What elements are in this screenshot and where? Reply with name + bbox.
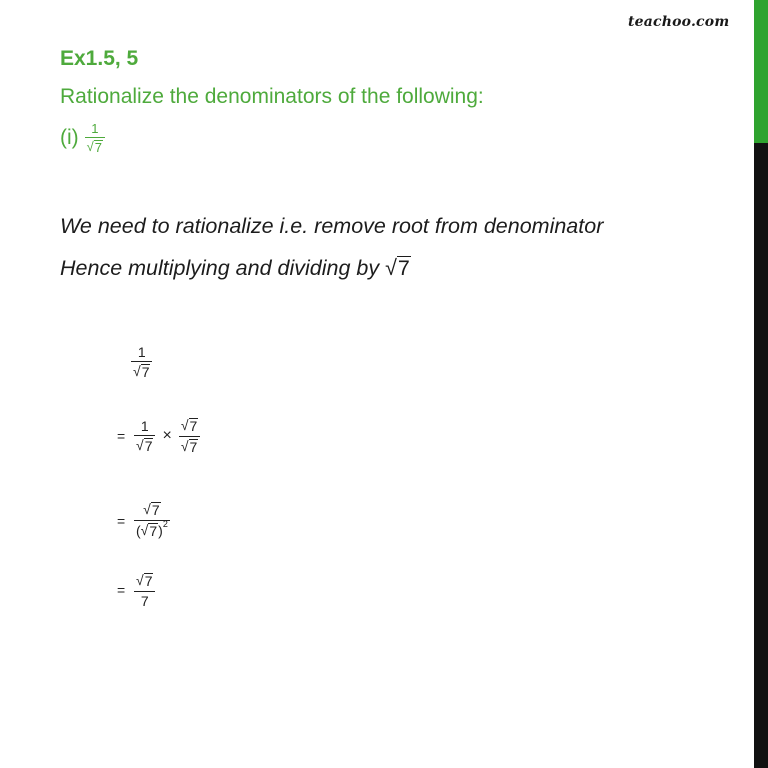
explanation-line-2 (60, 256, 411, 281)
explanation-line-2-text: Hence multiplying and dividing by (60, 256, 386, 280)
fraction-bar (131, 361, 152, 362)
sqrt-symbol: √ (136, 572, 144, 588)
sqrt-symbol: √ (133, 363, 141, 379)
radicand: 7 (189, 438, 198, 455)
question-text: Rationalize the denominators of the following: (60, 85, 484, 108)
step-0 (131, 345, 152, 380)
numerator (134, 573, 155, 589)
step-2 (117, 502, 170, 539)
fraction (131, 345, 152, 380)
fraction-left (134, 419, 155, 454)
radicand: 7 (149, 523, 158, 540)
radicand: 7 (141, 364, 150, 380)
step-1 (117, 418, 200, 454)
fraction-bar (134, 591, 155, 592)
radicand: 7 (144, 573, 153, 589)
exercise-title: Ex1.5, 5 (60, 47, 139, 70)
sqrt-symbol: √ (136, 436, 144, 453)
teachoo-watermark: teachoo.com (628, 14, 730, 30)
denominator (179, 439, 200, 455)
part-i (60, 122, 105, 155)
part-label: (i) (60, 126, 79, 150)
step-3 (117, 573, 155, 608)
numerator: 1 (137, 344, 146, 360)
equals-sign: = (117, 512, 126, 529)
denominator (131, 364, 152, 380)
part-denominator (85, 140, 105, 155)
part-fraction (85, 122, 105, 155)
radicand: 7 (144, 437, 153, 454)
sqrt-symbol: √ (385, 256, 397, 280)
equals-sign: = (117, 582, 126, 599)
radicand: 7 (151, 502, 160, 518)
sqrt-symbol: √ (180, 417, 189, 433)
denominator: 7 (140, 592, 149, 609)
fraction (134, 573, 155, 608)
sqrt-symbol: √ (143, 501, 151, 517)
fraction-bar (179, 436, 200, 437)
multiply-sign: × (162, 427, 172, 445)
side-progress-bar (754, 0, 768, 768)
radicand: 7 (189, 418, 198, 434)
fraction (134, 502, 170, 539)
denominator (134, 438, 155, 454)
fraction-right (179, 418, 200, 454)
explanation-line-1: We need to rationalize i.e. remove root from denominator (60, 214, 604, 238)
numerator (179, 418, 200, 434)
side-progress-fill (754, 0, 768, 143)
fraction-bar (134, 435, 155, 436)
sqrt-radicand: 7 (397, 256, 410, 280)
fraction-bar (85, 137, 105, 138)
sqrt-symbol: √ (180, 437, 189, 454)
numerator: 1 (140, 417, 149, 434)
sqrt-expression (385, 256, 411, 281)
part-numerator: 1 (91, 121, 99, 136)
numerator (141, 502, 162, 518)
exponent: 2 (162, 518, 168, 529)
part-radicand: 7 (94, 140, 103, 155)
denominator: ( √ 7 )$^2$ (136, 518, 168, 540)
sqrt-symbol: √ (86, 139, 94, 154)
sqrt-symbol: √ (140, 522, 149, 539)
equals-sign: = (117, 428, 126, 445)
